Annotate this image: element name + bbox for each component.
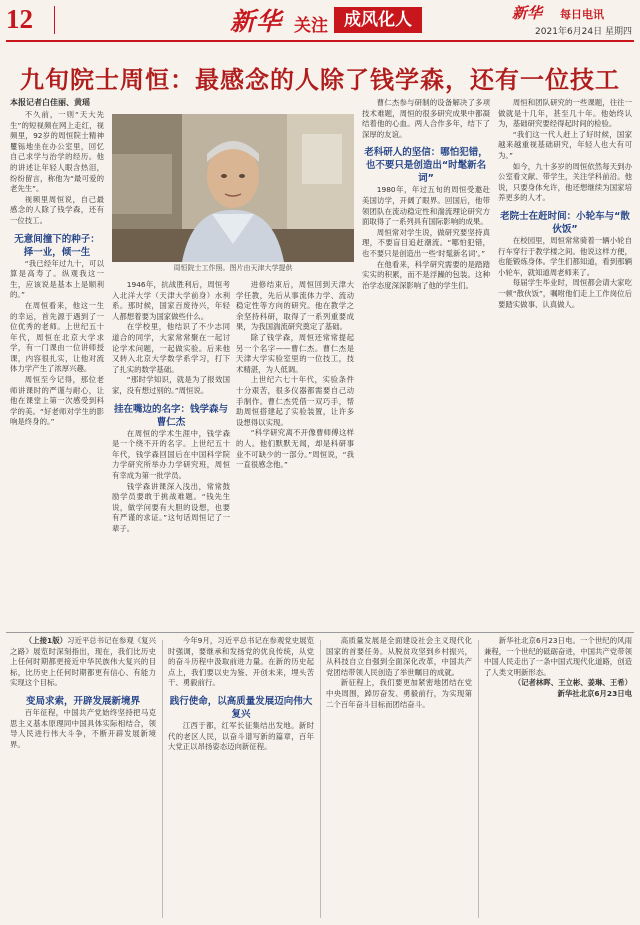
article-column-5	[498, 98, 632, 630]
bottom-column-4	[484, 636, 632, 918]
paragraph: 视频里周恒说，自己最感念的人除了钱学森，还有一位技工。	[10, 194, 104, 225]
paragraph: 1946年，抗战胜利后，周恒考入北洋大学（天津大学前身）水利系。那时候，国家百废待兴，年轻人都想着要为国家做些什么。	[112, 280, 230, 321]
page-header	[0, 0, 640, 42]
header-rule	[6, 40, 634, 42]
paragraph: 周恒常对学生说，做研究要坚持真理，不要盲目追赶潮流。“哪怕犯错，也不要只是创造出一些‘时髦新名词’。”	[362, 227, 490, 258]
paragraph: 周恒至今记得，那位老师讲课时的严谨与耐心，让他在课堂上第一次感受到科学的美。“好老师对学生的影响是终身的。”	[10, 375, 104, 427]
masthead-subtitle: 每日电讯	[560, 8, 604, 21]
subheading: 变局求索，开辟发展新境界	[25, 695, 140, 707]
article-byline: 本报记者白佳丽、黄瑶	[10, 98, 90, 107]
photo-caption: 周恒院士工作照。图片由天津大学提供	[173, 264, 293, 272]
page-number: 12	[6, 4, 33, 34]
bottom-column-1	[10, 636, 156, 918]
subheading: 老院士在赶时间：小轮车与“散伙饭”	[500, 210, 630, 235]
paragraph: 每届学生毕业时，周恒都会请大家吃一顿“散伙饭”，嘱咐他们走上工作岗位后要踏实做事、认真做人。	[498, 278, 632, 309]
column-rule	[478, 640, 479, 918]
paragraph: 周恒和团队研究的一些课题，往往一做就是十几年，甚至几十年。他始终认为，基础研究要经得起时间的检验。	[498, 98, 632, 129]
subheading: 无意间撞下的种子：择一业，倾一生	[14, 233, 100, 258]
bottom-column-2	[168, 636, 314, 918]
paragraph: 1980年，年过五旬的周恒受邀赴美国访学，开阔了眼界。回国后，他带领团队在流动稳定性和湍流理论研究方面取得了一系列具有国际影响的成果。	[362, 185, 490, 227]
paragraph-text: 习近平总书记在参观《复兴之路》展览时深刻指出，现在，我们比历史上任何时期都更接近中华民族伟大复兴的目标，比历史上任何时期都更有信心、有能力实现这个目标。	[10, 636, 156, 688]
paragraph: 高质量发展是全面建设社会主义现代化国家的首要任务。从脱贫攻坚到乡村振兴，从科技自立自强到全面深化改革，中国共产党团结带领人民创造了举世瞩目的成就。	[326, 636, 472, 677]
column-rule	[320, 640, 321, 918]
paragraph: 在学校里，他结识了不少志同道合的同学，大家常常聚在一起讨论学术问题，一起做实验。后来他又转入北京大学数学系学习，打下了扎实的数学基础。	[112, 322, 230, 374]
paragraph: 上世纪六七十年代，实验条件十分艰苦，很多仪器都需要自己动手制作。曹仁杰凭借一双巧手，帮助周恒搭建起了实验装置，让许多设想得以实现。	[236, 375, 354, 427]
paragraph: 今年9月，习近平总书记在参观党史展览时强调，要继承和发扬党的优良传统，从党的奋斗历程中汲取前进力量。在新的历史起点上，我们要以史为鉴、开创未来，埋头苦干、勇毅前行。	[168, 636, 314, 688]
newspaper-logo: 新华	[230, 7, 283, 36]
article-column-2	[112, 280, 230, 630]
header-separator	[54, 6, 55, 34]
paragraph: 百年征程，中国共产党始终坚持把马克思主义基本原理同中国具体实际相结合，领导人民进行伟大斗争，不断开辟发展新境界。	[10, 707, 156, 749]
article-photo	[112, 114, 354, 262]
paragraph: 新华社北京6月23日电。一个世纪的风雨兼程，一个世纪的砥砺奋进，中国共产党带领中国人民走出了一条中国式现代化道路，创造了人类文明新形态。	[484, 636, 632, 677]
subheading: 践行使命，以高质量发展迈向伟大复兴	[169, 695, 313, 720]
section-name: 成风化人	[334, 7, 422, 33]
paragraph: 在他看来，科学研究需要的是踏踏实实的积累，而不是浮躁的包装。这种治学态度深深影响了他的学生们。	[362, 259, 490, 290]
paragraph: 江西于都，红军长征集结出发地。新时代的老区人民，以奋斗谱写新的篇章，百年大党正以昂扬姿态迈向新征程。	[168, 720, 314, 752]
dateline: 新华社北京6月23日电	[557, 688, 632, 698]
credit-line: （记者林晖、王立彬、姜琳、王希）	[513, 678, 632, 688]
paragraph: 不久前，一则“天大先生”的短视频在网上走红，视频里，92岁的周恒院士精神矍铄地坐在办公室里，回忆自己求学与治学的经历。他的讲述让年轻人眼含热泪，纷纷留言，称他为“最可爱的老先生”。	[10, 110, 104, 194]
paragraph: “那时学知识，就是为了报效国家，没有想过别的。”周恒说。	[112, 375, 230, 395]
paragraph: 曹仁杰参与研制的设备解决了多项技术难题，周恒的很多研究成果中都凝结着他的心血。两人合作多年，结下了深厚的友谊。	[362, 98, 490, 139]
paragraph: “我们这一代人赶上了好时候，国家越来越重视基础研究，年轻人也大有可为。”	[498, 129, 632, 160]
paragraph: “我已经年过九十，可以算是高寿了。纵观我这一生，应该说是基本上是顺利的。”	[10, 258, 104, 300]
continued-label: （上接1版）	[24, 636, 68, 645]
subheading: 老科研人的坚信：哪怕犯错，也不要只是创造出“时髦新名词”	[364, 147, 488, 185]
paragraph: 除了钱学森，周恒还常常提起另一个名字——曹仁杰。曹仁杰是天津大学实验室里的一位技工，技术精湛，为人低调。	[236, 332, 354, 374]
column-rule	[162, 640, 163, 918]
subheading: 挂在嘴边的名字：钱学森与曹仁杰	[113, 403, 228, 428]
paragraph: 在校园里，周恒常常骑着一辆小轮自行车穿行于教学楼之间。他说这样方便，也能锻炼身体。学生们都知道，看到那辆小轮车，就知道周老师来了。	[498, 235, 632, 277]
paragraph: 新征程上，我们要更加紧密地团结在党中央周围，踔厉奋发、勇毅前行，为实现第二个百年奋斗目标而团结奋斗。	[326, 678, 472, 709]
paragraph: 进修结束后，周恒回到天津大学任教，先后从事流体力学、流动稳定性等方向的研究。他在教学之余坚持科研，取得了一系列重要成果，为我国湍流研究奠定了基础。	[236, 280, 354, 332]
article-headline: 九旬院士周恒：最感念的人除了钱学森，还有一位技工	[20, 65, 620, 94]
paragraph: 钱学森讲课深入浅出，常常鼓励学员要敢于挑战难题。“钱先生说，做学问要有大胆的设想，也要有严谨的求证。”这句话周恒记了一辈子。	[112, 481, 230, 533]
paragraph: 在周恒看来，他这一生的幸运，首先源于遇到了一位优秀的老师。上世纪五十年代，周恒在北京大学求学，有一门课由一位讲师授课，内容很扎实，让他对流体力学产生了浓厚兴趣。	[10, 300, 104, 374]
article-column-1	[10, 110, 104, 630]
section-prefix: 关注	[294, 16, 328, 36]
paragraph: “科学研究离不开像曹师傅这样的人。他们默默无闻，却是科研事业不可缺少的一部分。”周恒说，“我一直很感念他。”	[236, 428, 354, 470]
masthead-logo: 新华	[512, 4, 543, 22]
paragraph	[10, 636, 156, 689]
paragraph: 在周恒的学术生涯中，钱学森是一个绕不开的名字。上世纪五十年代，钱学森回国后在中国科学院力学研究所举办力学研究班，周恒有幸成为第一批学员。	[112, 428, 230, 480]
bottom-column-3	[326, 636, 472, 918]
issue-date: 2021年6月24日 星期四	[535, 27, 632, 37]
portrait-illustration	[112, 114, 354, 262]
section-divider	[6, 632, 634, 633]
article-column-4	[362, 98, 490, 630]
article-column-3	[236, 280, 354, 630]
paragraph: 如今，九十多岁的周恒依然每天到办公室看文献、带学生，关注学科前沿。他说，只要身体允许，他还想继续为国家培养更多的人才。	[498, 161, 632, 203]
